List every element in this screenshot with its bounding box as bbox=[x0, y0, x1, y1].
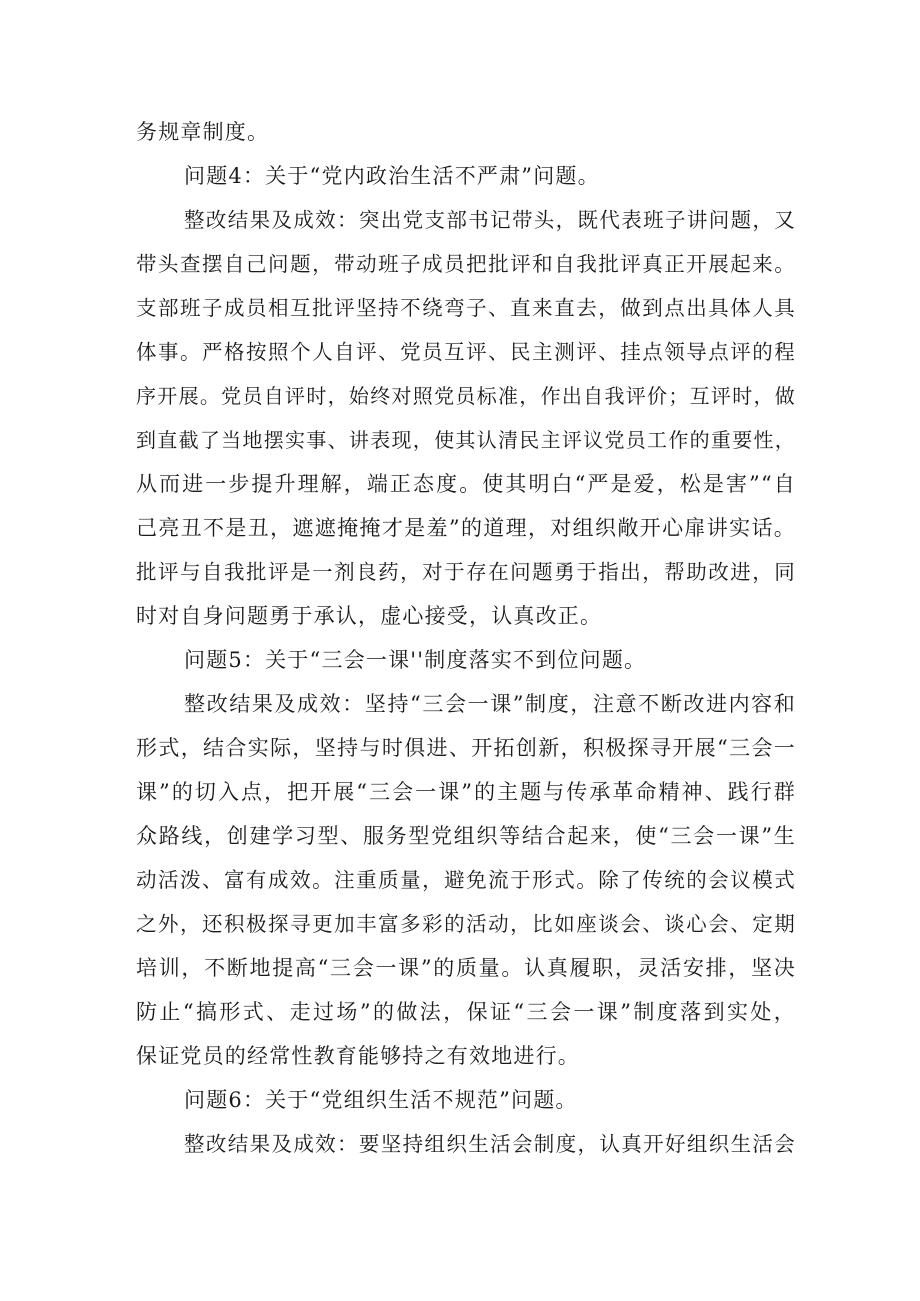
paragraph-line: 防止“搞形式、走过场”的做法，保证“三会一课”制度落到实处， bbox=[136, 1000, 796, 1024]
paragraph-line: 带头查摆自己问题，带动班子成员把批评和自我批评真正开展起来。 bbox=[136, 252, 796, 276]
paragraph-line: 之外，还积极探寻更加丰富多彩的活动，比如座谈会、谈心会、定期 bbox=[136, 912, 796, 936]
paragraph-line: 时对自身问题勇于承认，虚心接受，认真改正。 bbox=[136, 604, 603, 628]
issue-heading: 问题6：关于“党组织生活不规范”问题。 bbox=[184, 1088, 578, 1112]
paragraph-line: 保证党员的经常性教育能够持之有效地进行。 bbox=[136, 1044, 580, 1068]
paragraph-line: 动活泼、富有成效。注重质量，避免流于形式。除了传统的会议模式 bbox=[136, 868, 796, 892]
paragraph-line: 课”的切入点，把开展“三会一课”的主题与传承革命精神、践行群 bbox=[136, 780, 796, 804]
issue-heading: 问题5：关于“三会一课''制度落实不到位问题。 bbox=[184, 648, 647, 672]
paragraph-line: 体事。严格按照个人自评、党员互评、民主测评、挂点领导点评的程 bbox=[136, 340, 796, 364]
paragraph-line: 批评与自我批评是一剂良药，对于存在问题勇于指出，帮助改进，同 bbox=[136, 560, 796, 584]
paragraph-line: 整改结果及成效：突出党支部书记带头，既代表班子讲问题，又 bbox=[184, 208, 796, 232]
paragraph-line: 务规章制度。 bbox=[136, 120, 270, 144]
paragraph-line: 从而进一步提升理解，端正态度。使其明白“严是爱，松是害”“自 bbox=[136, 472, 796, 496]
paragraph-line: 整改结果及成效：坚持“三会一课”制度，注意不断改进内容和 bbox=[184, 692, 796, 716]
issue-heading: 问题4：关于“党内政治生活不严肃”问题。 bbox=[184, 164, 600, 188]
paragraph-line: 众路线，创建学习型、服务型党组织等结合起来，使“三会一课”生 bbox=[136, 824, 796, 848]
paragraph-line: 己亮丑不是丑，遮遮掩掩才是羞”的道理，对组织敞开心扉讲实话。 bbox=[136, 516, 796, 540]
paragraph-line: 培训，不断地提高“三会一课”的质量。认真履职，灵活安排，坚决 bbox=[136, 956, 796, 980]
paragraph-line: 支部班子成员相互批评坚持不绕弯子、直来直去，做到点出具体人具 bbox=[136, 296, 796, 320]
paragraph-line: 形式，结合实际，坚持与时俱进、开拓创新，积极探寻开展“三会一 bbox=[136, 736, 796, 760]
paragraph-line: 整改结果及成效：要坚持组织生活会制度，认真开好组织生活会 bbox=[184, 1132, 796, 1156]
paragraph-line: 到直截了当地摆实事、讲表现，使其认清民主评议党员工作的重要性， bbox=[136, 428, 796, 452]
paragraph-line: 序开展。党员自评时，始终对照党员标准，作出自我评价；互评时，做 bbox=[136, 384, 796, 408]
